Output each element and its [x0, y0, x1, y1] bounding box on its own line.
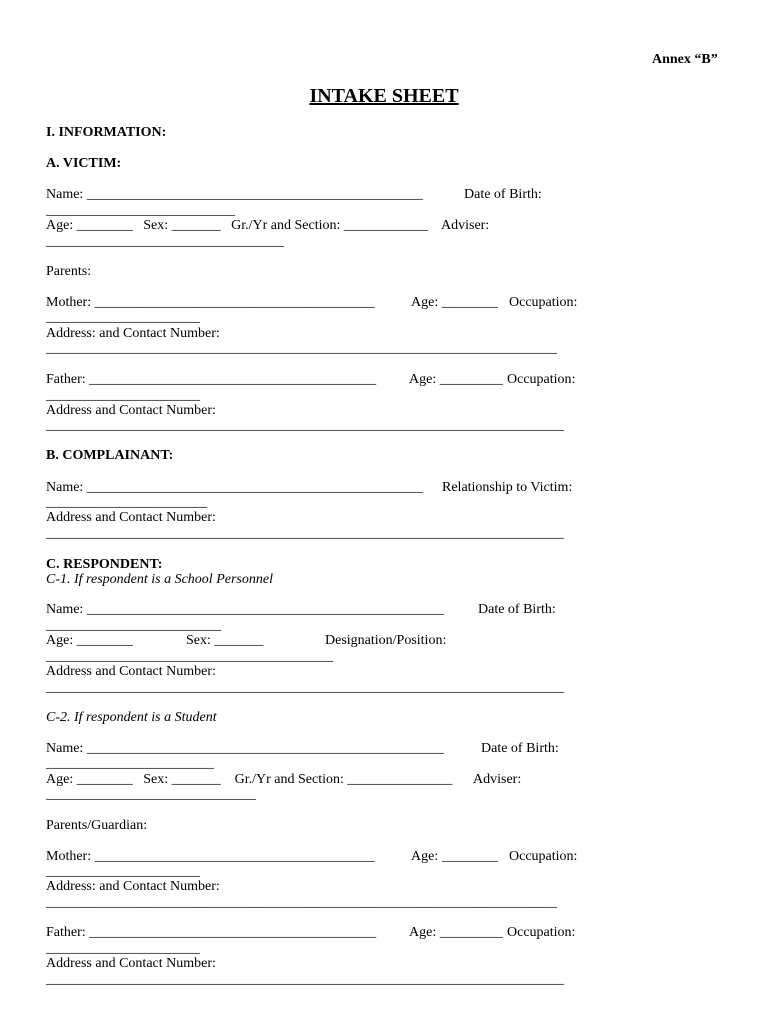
respondent-mother-name-field[interactable]: Mother: ________________________________________: [46, 849, 375, 864]
respondent-mother-address-field[interactable]: _________________________________________________________________________: [46, 895, 557, 910]
respondent-c1-sex-field[interactable]: Sex: _______: [186, 633, 264, 648]
victim-mother-address-field[interactable]: _________________________________________________________________________: [46, 341, 557, 356]
victim-father-address-label: Address and Contact Number:: [46, 403, 216, 418]
victim-heading: A. VICTIM:: [46, 156, 122, 171]
victim-parents-label: Parents:: [46, 264, 92, 279]
victim-name-field[interactable]: Name: ________________________________________________: [46, 187, 423, 202]
victim-mother-name-field[interactable]: Mother: ________________________________________: [46, 295, 375, 310]
victim-adviser-field[interactable]: __________________________________: [46, 234, 284, 249]
respondent-c2-heading: C-2. If respondent is a Student: [46, 710, 217, 725]
victim-father-name-field[interactable]: Father: _________________________________________: [46, 372, 377, 387]
complainant-address-field[interactable]: __________________________________________________________________________: [46, 526, 564, 541]
victim-adviser-label: Adviser:: [441, 218, 490, 233]
complainant-address-label: Address and Contact Number:: [46, 510, 216, 525]
respondent-mother-age-field[interactable]: Age: ________: [411, 849, 498, 864]
victim-father-address-field[interactable]: __________________________________________________________________________: [46, 418, 564, 433]
complainant-heading: B. COMPLAINANT:: [46, 448, 174, 463]
respondent-father-address-field[interactable]: __________________________________________________________________________: [46, 972, 564, 987]
complainant-relationship-field[interactable]: _______________________: [46, 495, 207, 510]
respondent-father-age-field[interactable]: Age: _________: [409, 925, 503, 940]
respondent-father-occupation-label: Occupation:: [507, 925, 576, 940]
respondent-c2-name-field[interactable]: Name: ___________________________________________________: [46, 741, 444, 756]
respondent-c1-address-field[interactable]: __________________________________________________________________________: [46, 680, 564, 695]
page-title: INTAKE SHEET: [309, 85, 459, 107]
section-information-heading: I. INFORMATION:: [46, 125, 167, 140]
respondent-c2-dob-field[interactable]: ________________________: [46, 756, 214, 771]
respondent-c2-adviser-field[interactable]: ______________________________: [46, 787, 256, 802]
respondent-father-address-label: Address and Contact Number:: [46, 956, 216, 971]
victim-mother-age-field[interactable]: Age: ________: [411, 295, 498, 310]
respondent-c1-dob-label: Date of Birth:: [478, 602, 556, 617]
complainant-name-field[interactable]: Name: ________________________________________________: [46, 480, 423, 495]
respondent-parents-label: Parents/Guardian:: [46, 818, 148, 833]
respondent-c2-dob-label: Date of Birth:: [481, 741, 559, 756]
respondent-c1-designation-field[interactable]: _________________________________________: [46, 649, 333, 664]
victim-father-occupation-label: Occupation:: [507, 372, 576, 387]
complainant-relationship-label: Relationship to Victim:: [442, 480, 573, 495]
respondent-c2-adviser-label: Adviser:: [473, 772, 522, 787]
respondent-mother-occupation-field[interactable]: ______________________: [46, 864, 200, 879]
respondent-c1-age-field[interactable]: Age: ________: [46, 633, 133, 648]
victim-father-age-field[interactable]: Age: _________: [409, 372, 503, 387]
victim-mother-address-label: Address: and Contact Number:: [46, 326, 220, 341]
victim-mother-occupation-field[interactable]: ______________________: [46, 310, 200, 325]
respondent-c2-age-sex-grade-field[interactable]: Age: ________ Sex: _______ Gr./Yr and Section: _______________: [46, 772, 453, 787]
respondent-father-occupation-field[interactable]: ______________________: [46, 941, 200, 956]
respondent-mother-address-label: Address: and Contact Number:: [46, 879, 220, 894]
respondent-mother-occupation-label: Occupation:: [509, 849, 578, 864]
victim-dob-field[interactable]: ___________________________: [46, 203, 235, 218]
respondent-c1-heading: C-1. If respondent is a School Personnel: [46, 572, 273, 587]
annex-label: Annex “B”: [652, 52, 718, 67]
victim-mother-occupation-label: Occupation:: [509, 295, 578, 310]
respondent-c1-designation-label: Designation/Position:: [325, 633, 447, 648]
respondent-c1-dob-field[interactable]: _________________________: [46, 618, 221, 633]
respondent-father-name-field[interactable]: Father: _________________________________________: [46, 925, 377, 940]
victim-father-occupation-field[interactable]: ______________________: [46, 388, 200, 403]
victim-dob-label: Date of Birth:: [464, 187, 542, 202]
respondent-c1-name-field[interactable]: Name: ___________________________________________________: [46, 602, 444, 617]
victim-age-sex-grade-field[interactable]: Age: ________ Sex: _______ Gr./Yr and Section: ____________: [46, 218, 428, 233]
respondent-c1-address-label: Address and Contact Number:: [46, 664, 216, 679]
respondent-heading: C. RESPONDENT:: [46, 557, 163, 572]
